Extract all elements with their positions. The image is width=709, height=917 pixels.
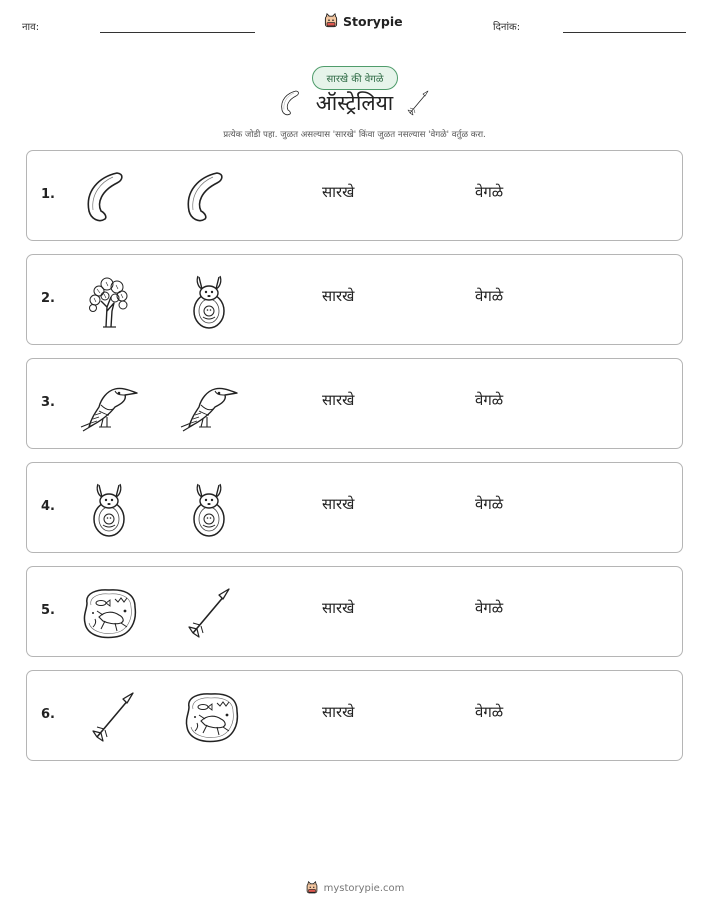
rock-art-icon	[79, 583, 139, 643]
boomerang-icon	[276, 88, 306, 118]
question-number: 6.	[41, 707, 55, 722]
question-row-6	[26, 670, 683, 761]
name-label: नाव:	[22, 22, 40, 33]
boomerang-icon	[177, 167, 237, 227]
different-option[interactable]: वेगळे	[475, 287, 504, 305]
title-row	[0, 88, 709, 118]
spear-icon	[403, 88, 433, 118]
instructions: प्रत्येक जोडी पहा. जुळत असल्यास 'सारखे' किंवा जुळत नसल्यास 'वेगळे' वर्तुळ करा.	[223, 130, 486, 140]
kangaroo-icon	[79, 479, 139, 539]
different-option[interactable]: वेगळे	[475, 703, 504, 721]
question-row-1	[26, 150, 683, 241]
same-option[interactable]: सारखे	[322, 183, 355, 201]
date-label: दिनांक:	[493, 22, 521, 33]
different-option[interactable]: वेगळे	[475, 391, 504, 409]
question-number: 3.	[41, 395, 55, 410]
brand-logo	[323, 13, 403, 29]
question-row-4	[26, 462, 683, 553]
question-row-3	[26, 358, 683, 449]
different-option[interactable]: वेगळे	[475, 495, 504, 513]
different-option[interactable]: वेगळे	[475, 183, 504, 201]
same-option[interactable]: सारखे	[322, 495, 355, 513]
same-option[interactable]: सारखे	[322, 599, 355, 617]
kangaroo-icon	[179, 271, 239, 331]
brand-name: Storypie	[343, 13, 403, 29]
spear-icon	[83, 687, 143, 747]
kangaroo-icon	[179, 479, 239, 539]
footer	[0, 881, 709, 895]
question-number: 5.	[41, 603, 55, 618]
date-field-line[interactable]	[563, 32, 686, 33]
mascot-icon	[323, 13, 339, 29]
question-row-2	[26, 254, 683, 345]
same-option[interactable]: सारखे	[322, 703, 355, 721]
tree-icon	[79, 271, 139, 331]
footer-url[interactable]: mystorypie.com	[323, 882, 405, 894]
same-option[interactable]: सारखे	[322, 287, 355, 305]
question-number: 4.	[41, 499, 55, 514]
same-option[interactable]: सारखे	[322, 391, 355, 409]
mascot-icon	[305, 881, 319, 895]
question-row-5	[26, 566, 683, 657]
spear-icon	[179, 583, 239, 643]
different-option[interactable]: वेगळे	[475, 599, 504, 617]
kookaburra-icon	[179, 375, 239, 435]
kookaburra-icon	[79, 375, 139, 435]
name-field-line[interactable]	[100, 32, 255, 33]
page-title: ऑस्ट्रेलिया	[315, 91, 394, 115]
question-number: 1.	[41, 187, 55, 202]
worksheet-type-badge: सारखे की वेगळे	[312, 66, 398, 90]
boomerang-icon	[77, 167, 137, 227]
rock-art-icon	[181, 687, 241, 747]
question-number: 2.	[41, 291, 55, 306]
